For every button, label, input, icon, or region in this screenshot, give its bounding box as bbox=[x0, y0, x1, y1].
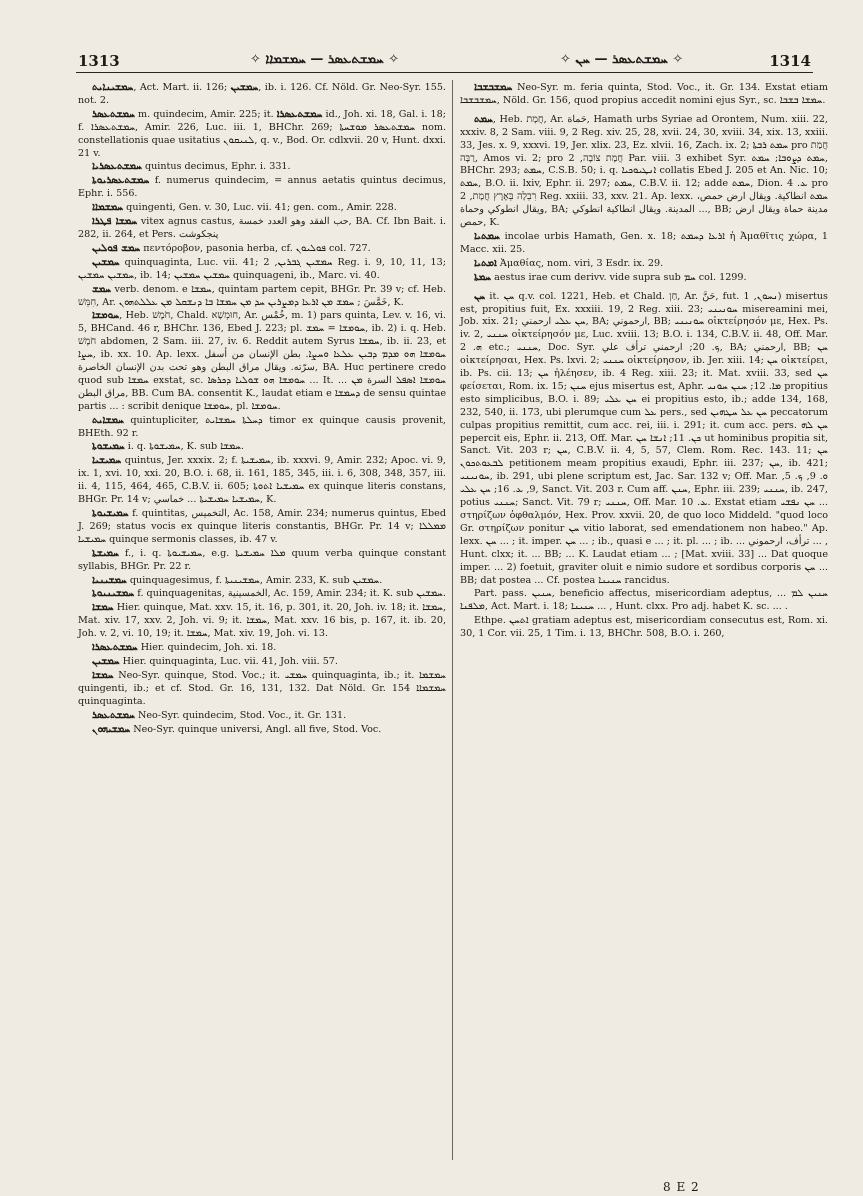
right-page-number: 1314 bbox=[769, 52, 811, 70]
dictionary-entry bbox=[78, 175, 446, 201]
entry-text: Neo-Syr. quinque, Stod. Voc.; it. ܚܡܫܝ quinquaginta, ib.; it. ܚܡܫܡܐ quingenti, ib.; et cf. Stod. Gr. 16, 131, 132. Dat Nöld. Gr. 154 ܚܡܫܡܐܐ quinquaginta. bbox=[78, 669, 446, 707]
left-page-number: 1313 bbox=[78, 52, 120, 70]
header-rule bbox=[76, 72, 813, 73]
entry-headword: ܚܡܫܝܢܐܝܬ bbox=[92, 82, 134, 93]
dictionary-entry bbox=[460, 615, 828, 641]
entry-text: quingenti, Gen. v. 30, Luc. vii. 41; gen. com., Amir. 228. bbox=[123, 202, 397, 214]
entry-headword: ܚܡܫ bbox=[92, 283, 112, 295]
dictionary-entry bbox=[78, 508, 446, 547]
entry-text: f., i. q. ܚܡܝܫܝܘܬܐ, e.g. ܡܠܐ ܚܡܝܫܝܬܐ quum verba quinque constant syllabis, BHGr. Pr. 22 r. bbox=[78, 547, 446, 572]
dictionary-entry bbox=[78, 670, 446, 709]
entry-text: f. quintitas, التخميس, Ac. 158, Amir. 234; numerus quintus, Ebed J. 269; status vocis ex quinque literis constantis, BHGr. Pr. 14 v; ܡܡܠܠܐ ܚܡܝܫܝܐ quinque sermonis classes, ib. 47 v. bbox=[78, 508, 447, 545]
entry-headword: ܐܡܬܝܐ bbox=[474, 257, 497, 269]
dictionary-entry bbox=[460, 258, 828, 271]
dictionary-entry bbox=[460, 588, 828, 614]
entry-headword: ܚܡܫܬܥܣܪܐ bbox=[92, 642, 138, 654]
right-column-mid-block bbox=[460, 114, 828, 285]
dictionary-entry bbox=[78, 642, 446, 655]
dictionary-entry bbox=[460, 82, 828, 108]
right-column bbox=[460, 82, 828, 642]
entry-text: Neo-Syr. quinque universi, Angl. all five, Stod. Voc. bbox=[130, 723, 382, 735]
entry-text: Hier. quinque, Mat. xxv. 15, it. 16, p. 301, it. 20, Joh. iv. 18; it. ܚܡܫܐ, Mat. xiv. 17, xxv. 2, Joh. vi. 9; it. ܚܡܫܐ, Mat. xxv. 16 bis, p. 167, it. ib. 20, Joh. v. 2, vi. 10, 19; it. ܚܡܫܐ, Mat. xiv. 19, Joh. vi. 13. bbox=[78, 602, 446, 640]
entry-headword: ܚܡܫܝܢܝܘܬܐ bbox=[92, 588, 135, 600]
entry-text: quinquaginta, Luc. vii. 41; ܚܡܫܝܢ ܓܒܪܝܢ, 2 Reg. i. 9, 10, 11, 13; ܚܡܫܝܢ ܚܡܫܝܢ, ib. 14; ܚܡܫܝܢ ܚܡܫܝܢ quinquageni, ib., Marc. vi. 40. bbox=[78, 256, 447, 281]
entry-text: Ethpe. ܐܬܚܢ gratiam adeptus est, misericordiam consecutus est, Rom. xi. 30, 1 Cor. vii. 25, 1 Tim. i. 13, BHChr. 508, B.O. i. 260, bbox=[460, 615, 828, 640]
dictionary-entry bbox=[78, 82, 446, 108]
entry-headword: ܚܡܬܝܐ bbox=[474, 230, 500, 242]
entry-headword: ܚܡܫܬܥܣܪ bbox=[92, 108, 135, 120]
dictionary-entry bbox=[78, 441, 446, 454]
entry-headword: ܚܡܝܫܘܬܐ bbox=[92, 441, 125, 453]
dictionary-entry bbox=[78, 202, 446, 215]
entry-text: , Act. Mart. ii. 126; bbox=[133, 82, 231, 93]
entry-text: m. quindecim, Amir. 225; it. bbox=[134, 108, 277, 120]
entry-headword: ܚܡܫܐ bbox=[92, 669, 114, 681]
dictionary-entry bbox=[78, 656, 446, 669]
entry-headword: ܚܡܫܐ ܦܛܪܐ bbox=[92, 216, 138, 228]
entry-text: incolae urbis Hamath, Gen. x. 18; ܐܪܥܐ ܕܚܡܬ ἡ Ἀμαθῖτις χώρα, 1 Macc. xii. 25. bbox=[460, 230, 828, 255]
dictionary-entry bbox=[78, 257, 446, 283]
entry-variant: ܚܡܫܝܢ bbox=[230, 82, 259, 93]
entry-text: i. q. ܚܡܝܫܘܬܐ, K. sub ܚܡܫܐ. bbox=[124, 441, 244, 453]
entry-text: Ἀμαθίας, nom. viri, 3 Esdr. ix. 29. bbox=[496, 257, 664, 269]
entry-text: Part. pass. ܚܢܝܢ, beneficio affectus, misericordiam adeptus, ܚܢܝܢ ܠܡ ... ܡܠܦܢܐ, Act. Mart. i. 18; ܚܢܝܢܐ ... , Hunt. clxx. Pro adj. habet K. sc. ... . bbox=[460, 588, 828, 613]
right-running-head: ✧ ܚܡܫܬܥܣܪ — ܚܢ ✧ bbox=[560, 52, 684, 67]
entry-headword: ܚܡܫܬܥܣܪ bbox=[92, 709, 135, 721]
entry-headword: ܚܡܫܬܥܣܪܝܘܬܐ bbox=[92, 175, 150, 187]
entry-text: quinquagesimus, f. ܚܡܫܝܢܝܬܐ, Amir. 233, K. sub ܚܡܫܝܢ. bbox=[126, 574, 383, 586]
dictionary-entry bbox=[78, 243, 446, 256]
right-column-top-block bbox=[460, 82, 828, 108]
dictionary-entry bbox=[78, 455, 446, 507]
entry-text: Hier. quinquaginta, Luc. vii. 41, Joh. viii. 57. bbox=[119, 655, 338, 667]
entry-headword: ܚܡܫܡܐܐ bbox=[92, 202, 124, 214]
entry-text: f. quinquagenitas, الخمسينية, Ac. 159, Amir. 234; it. K. sub ܚܡܫܝܢ. bbox=[134, 588, 446, 600]
dictionary-entry bbox=[78, 109, 446, 161]
entry-text: quintus, Jer. xxxix. 2; f. ܚܡܝܫܝܬܐ, ib. xxxvi. 9, Amir. 232; Apoc. vi. 9, ix. 1, xvi. 10, xxi. 20, B.O. i. 68, ii. 161, 185, 345, iii. i. 6, 308, 348, 357, iii. ii. 4, 115, 464, 465, C.B.V. ii. 605; ܚܡܝܫܝܐ ܐܬܘܬܐ ex quinque literis constans, BHGr. Pr. 14 v; ܚܡܝܫܝܐ ܚܡܝܫܝܬܐ ... خماسي, K. bbox=[78, 455, 447, 506]
dictionary-entry bbox=[78, 415, 446, 441]
signature-mark: 8 E 2 bbox=[663, 1180, 700, 1194]
right-column-bottom-block bbox=[460, 291, 828, 641]
entry-headword: ܚܡܝܫܝܐ bbox=[92, 455, 122, 467]
dictionary-entry bbox=[78, 588, 446, 601]
entry-headword: ܚܡܫܬܥܣܪܝܐ bbox=[92, 161, 142, 173]
entry-variant: ܚܡܫܬܥܣܪܐ bbox=[276, 108, 323, 120]
column-divider bbox=[452, 80, 453, 1160]
entry-text: , Heb. חֹמֶשׁ, Chald. חוּמְשָׁא, Ar. خُمْس, m. 1) pars quinta, Lev. v. 16, vi. 5, BHCand. 46 r, BHChr. 136, Ebed J. 223; pl. ܚܘܡܫܐ = ܚܡܫ, ib. 2) i. q. Heb. חֹמֶשׁ abdomen, 2 Sam. iii. 27, iv. 6. Reddit autem Syrus ܚܡܫܐ, ib. ii. 23, et ܚܨܐ, ib. xx. 10. Ap. lexx. ܚܘܡܫܐ ܗܘ ܡܕܡ ܕܒܝܢ ܥܠܥܐ ܘܚܨܐ. ﺑﻄﻦ اﻹﻧﺴﺎن ﻣﻦ أﺳﻔﻞ ﺳﺮّﺗﻪ. ويقال مراق البطن وهو تحت بدن الإنسان الخاصرة, BA. Huc pertinere credo quod sub ܚܡܫܐ exstat, sc. ܚܘܡܫܐ ܗܘ ܫܘܠܝܐ ܕܟܪܣܐ ... It. ܚܘܡܫܐ ܐܣܦܠ السرة ܡܢ ... مراق البطن, BB. Cum BA. consentit K., laudat etiam e ܕܚܡܫܐ de sensu quintae partis ... : scribit denique ܚܘܡܫܐ, pl. ܚܘܡܫܐ. bbox=[78, 310, 447, 412]
dictionary-entry bbox=[460, 272, 828, 285]
entry-headword: ܚܡܫܒܫܒܐ bbox=[474, 82, 513, 93]
entry-headword: ܚܡܫܐܝܬ bbox=[92, 414, 124, 426]
page-header bbox=[0, 0, 863, 70]
dictionary-entry bbox=[78, 602, 446, 641]
entry-headword: ܚܡܫܐ bbox=[92, 602, 114, 614]
dictionary-entry bbox=[78, 710, 446, 723]
entry-text: verb. denom. e ܚܡܫܐ, quintam partem cepit, BHGr. Pr. 39 v; cf. Heb. חִמֵּשׁ, Ar. خَمَّسَ ; ܚܡܫ ܡܢ ܐܪܥܐ ܕܡܨܪܝܢ ܚܕ ܡܢ ܚܡܫܐ ܒܐ ܕܢܫܩܠ ܡܢ ܥܠܠܬܗܘܢ, K. bbox=[78, 283, 447, 308]
entry-text: Hier. quindecim, Joh. xi. 18. bbox=[137, 642, 277, 654]
entry-text-continued: id., Joh. xi. 18, Gal. i. 18; f. ܚܡܫܬܥܣܪܐ, Amir. 226, Luc. iii. 1, BHChr. 269; ܚܡܫܬܥܣܪ ܡܘܫܚܬܐ nom. constellationis quae usitatius ܠܢܝܩܘܢ, q. v., Bod. Or. cdlxvii. 20 v, Hunt. dxxi. 21 v. bbox=[78, 108, 447, 159]
entry-headword: ܚܡܫܝܢ bbox=[92, 655, 120, 667]
entry-text: quintus decimus, Ephr. i. 331. bbox=[141, 161, 291, 173]
dictionary-entry bbox=[460, 114, 828, 230]
entry-headword: ܚܡܝܫܝܘܬܐ bbox=[92, 508, 129, 519]
dictionary-entry bbox=[78, 284, 446, 310]
entry-headword: ܚܡܬ bbox=[474, 113, 493, 125]
entry-headword: ܚܢ bbox=[474, 290, 486, 302]
entry-headword: ܚܡܬܐ bbox=[474, 271, 492, 283]
left-column bbox=[78, 82, 446, 737]
dictionary-entry bbox=[78, 216, 446, 242]
entry-headword: ܚܡܫܝܗܘܢ bbox=[92, 723, 131, 735]
entry-headword: ܚܘܡܫܐ bbox=[92, 310, 120, 322]
dictionary-entry bbox=[78, 548, 446, 574]
entry-headword: ܚܡܫܝܢܝܐ bbox=[92, 574, 127, 586]
dictionary-entry bbox=[460, 231, 828, 257]
dictionary-entry bbox=[78, 310, 446, 413]
entry-text: it. ܚܢ q.v. col. 1221, Heb. et Chald. חַן, Ar. حَنَّ, fut. ܢܚܘܢ, 1) misertus est, propitius fuit, Ex. xxxiii. 19, 2 Reg. xiii. 23; ܚܘܢܝܢܝ misereamini mei, Job. xix. 21; ܚܢ ܥܠܝ ارحمني, BA; ارحموني, BB; ܚܘܢܝܢܝ οἰκτείρησόν με, Hex. Ps. iv. 2, ܚܢܢܝ οἰκτείρησόν με, Luc. xviii. 13; B.O. i. 134, C.B.V. ii. 48, Off. Mar. ܗ. 2 etc.; ܚܢܢܝ, Doc. Syr. ܟ. 20; ارحمني ترأف علي, BA; ارحمني, BB; ܚܢ οἰκτείρησαι, Hex. Ps. lxvi. 2; ܚܢܢܝ οἰκτείρησον, ib. Jer. xiii. 14; ܚܢ οἰκτείρει, ib. Ps. cii. 13; ܚܢ ἠλέησεν, ib. 4 Reg. xiii. 23; it. Mat. xviii. 33, sed ܚܢ φείσεται, Rom. ix. 15; ܚܢܢ ejus misertus est, Aphr. ܡܐ. 12; ܚܢܢ ܚܘܢܝ propitius esto simplicibus, B.O. i. 89; ܚܢ ܥܠܝ ei propitius esto, ib.; adde 134, 168, 232, 540, ii. 173, ubi plerumque cum ܥܠ pers., sed ܚܢ ܥܠ ܚܛܗܝܢ peccatorum culpas propitius remittit, cum acc. rei, iii. i. 291; it. cum acc. pers. ܚܢ ܠܗ pepercit eis, Ephr. ii. 213, Off. Mar. ܟܢ. 11; ܐܢܫܐ ܚܢ ut hominibus propitia sit, Sanct. Vit. 203 r; ܚܢ, C.B.V. ii. 4, 5, 57, Clem. Rom. Rec. 143. 11; ܚܢ ܠܒܥܘܬܟܘܢ petitionem meam propitius exaudi, Ephr. iii. 237; ܚܢ, ib. 421; ܚܘܢܝܢܝ, ib. 291, ubi plene scriptum est, Jac. Sar. 132 v; Off. Mar. ܘ. 9, ܟ. 5, 9, ܥ. 16; ܚܢ ܥܠܝ, Sanct. Vit. 203 r. Cum aff. ܚܢܢ, Ephr. iii. 239; ܚܢܢܝ, ib. 247, potius ܚܢܢܝ; Sanct. Vit. 79 r; ܚܢܢܝ, Off. Mar. ܥ. 10. Exstat etiam ܚܢ ܢܦܫܝ ... στηρίζων ὀφθαλμόν, Hex. Prov. xxvii. 20, de quo loco Middeld. "quod loco Gr. στηρίζων ponitur ܚܢ vitio laborat, sed emendationem non habeo." Ap. lexx. ܚܢ ... ; it. imper. ܚܢ ... ; ib., quasi e ... ; it. pl. ... ; ib. ... ترأف، ارحموني ... , Hunt. clxx; it. ... BB; ... K. Laudat etiam ... ; [Mat. xviii. 33] ... Dat quoque imper. ... 2) foetuit, graviter oluit e nimio sudore et sordibus corporis ܚܢ ... BB; dat postea ... Cf. postea ܚܢܝܢܐ rancidus. bbox=[460, 290, 829, 586]
dictionary-entry bbox=[78, 161, 446, 174]
entry-text: Neo-Syr. quindecim, Stod. Voc., it. Gr. 131. bbox=[134, 709, 347, 721]
left-running-head: ✧ ܚܡܫܬܥܣܪ — ܚܡܫܡܐܐ ✧ bbox=[250, 52, 400, 67]
entry-text: πεντόροβον, pasonia herba, cf. ܦܘܠܝܘܢ col. 727. bbox=[140, 242, 371, 254]
entry-text: Neo-Syr. m. feria quinta, Stod. Voc., it. Gr. 134. Exstat etiam ܚܡܫܒܫܒܐ, Nöld. Gr. 156, quod propius accedit nomini ejus Syr., sc. ܚܡܫܐ ܒܫܒܐ. bbox=[460, 82, 828, 106]
dictionary-entry bbox=[78, 724, 446, 737]
entry-headword: ܚܡܫܝܢ bbox=[92, 256, 120, 268]
entry-headword: ܚܡܫ ܦܘܠܝܢ bbox=[92, 242, 141, 254]
entry-text: vitex agnus castus, ﺣﺐ اﻟﻔﻘﺪ وﻫﻮ اﻟﻌﺪد ﺧﻤﺴﺔ, BA. Cf. Ibn Bait. i. 282, ii. 264, et Pers. ﭘﻨﺠﻜﻮﺷﺖ bbox=[78, 216, 446, 240]
entry-headword: ܚܡܝܫܬܐ bbox=[92, 547, 119, 559]
entry-text: , Heb. חֲמָת, Ar. حَماة, Hamath urbs Syriae ad Orontem, Num. xiii. 22, xxxiv. 8, 2 Sam. viii. 9, 2 Reg. xiv. 25, 28, xvii. 24, 30, xviii. 34, xix. 13, xxiii. 33, Jes. x. 9, xxxvi. 19, Jer. xlix. 23, Ez. xlvii. 16, Zach. ix. 2; ܚܡܬ ܪܒܬܐ pro חֲמַת רַבָּה, Amos vi. 2; pro חֲמָת צוֹבָה, 2 Par. viii. 3 exhibet Syr. ܚܡܬ ܕܨܘܒܐ; ܚܡܬ, BHChr. 293; ܚܡܬ, C.S.B. 50; i. q. ܐܢܛܝܘܟܝܐ collatis Ebed J. 205 et An. Nic. 10; ܚܡܬ, B.O. ii. lxiv, Ephr. ii. 297; ܚܡܬ, C.B.V. ii. 12; adde ܚܡܬ, Dion. ܥ. 4 pro רִבְלָה בְּאֶרֶץ חֲמָת, 2 Reg. xxiii. 33, xxv. 21. Ap. lexx. ܚܡܬ انطاكية. ويقال ارض حمص، ويقال انطوكي وحماة, BA; المدينة. ويقال انطاكية انطوكي ..., BB; مدينة حماة ويقال ارض حمص, K. bbox=[460, 113, 829, 229]
entry-text: aestus irae cum derivv. vide supra sub ܚܡ col. 1299. bbox=[491, 271, 747, 283]
entry-text-continued: , ib. i. 126. Cf. Nöld. Gr. Neo-Syr. 155. not. 2. bbox=[78, 82, 446, 106]
dictionary-entry bbox=[460, 291, 828, 588]
dictionary-entry bbox=[78, 575, 446, 588]
entry-text: f. numerus quindecim, = annus aetatis quintus decimus, Ephr. i. 556. bbox=[78, 175, 446, 200]
entry-text: quintupliciter, ܕܚܠܬܐ ܚܡܫܐܝܬ timor ex quinque causis provenit, BHEth. 92 r. bbox=[78, 414, 446, 439]
